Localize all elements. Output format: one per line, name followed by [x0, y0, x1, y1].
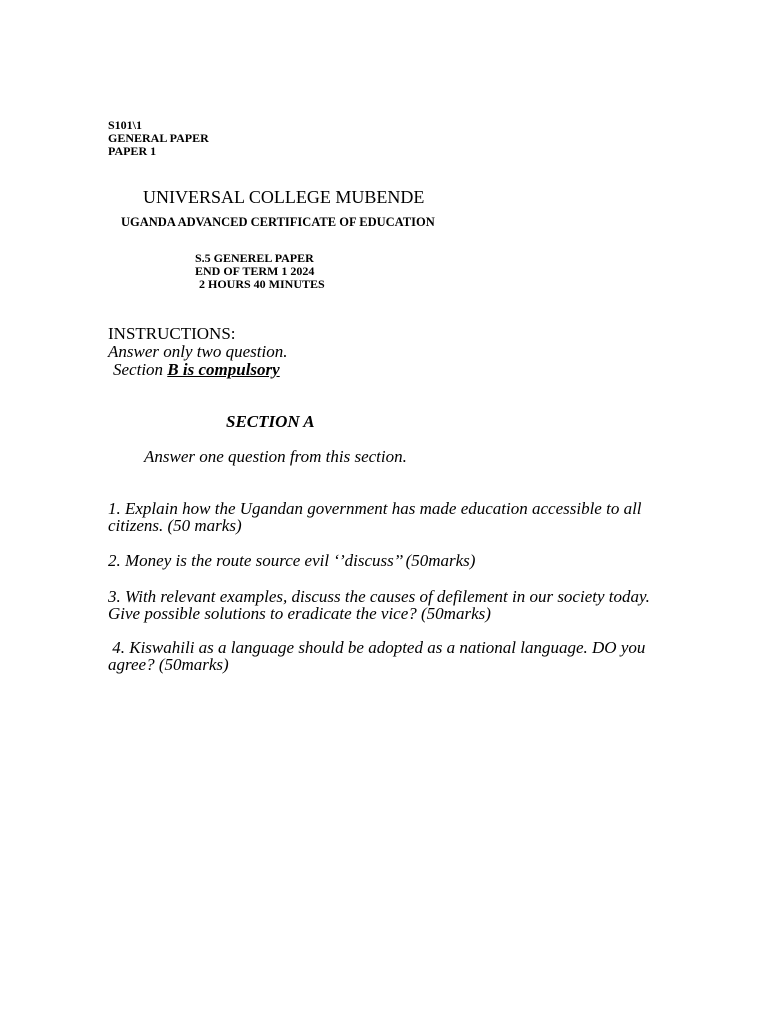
instructions-line-1: Answer only two question.	[108, 342, 288, 361]
instructions-heading: INSTRUCTIONS:	[108, 324, 236, 343]
exam-details	[195, 252, 325, 291]
paper-number: PAPER 1	[108, 144, 157, 158]
compulsory-note: B is compulsory	[167, 360, 280, 379]
school-name: UNIVERSAL COLLEGE MUBENDE	[143, 187, 425, 207]
instructions-section-prefix: Section	[113, 360, 168, 379]
instructions-block	[108, 325, 287, 379]
section-a-title: SECTION A	[226, 412, 315, 431]
question-4: 4. Kiswahili as a language should be adopted as a national language. DO you agree? (50marks)	[108, 638, 646, 674]
paper-code-block	[108, 119, 209, 158]
exam-class-paper: S.5 GENEREL PAPER	[195, 251, 314, 265]
certificate-title: UGANDA ADVANCED CERTIFICATE OF EDUCATION	[121, 215, 435, 229]
paper-subject: GENERAL PAPER	[108, 131, 209, 145]
paper-code: S101\1	[108, 118, 143, 132]
section-a-instruction: Answer one question from this section.	[144, 447, 407, 466]
instructions-line-2	[108, 361, 287, 379]
exam-duration: 2 HOURS 40 MINUTES	[199, 277, 325, 291]
question-1: 1. Explain how the Ugandan government has made education accessible to all citizens. (50 marks)	[108, 499, 642, 535]
exam-term: END OF TERM 1 2024	[195, 264, 315, 278]
question-3: 3. With relevant examples, discuss the causes of defilement in our society today. Give possible solutions to eradicate the vice? (50marks)	[108, 587, 650, 623]
question-2: 2. Money is the route source evil ‘’discuss’’ (50marks)	[108, 551, 476, 570]
